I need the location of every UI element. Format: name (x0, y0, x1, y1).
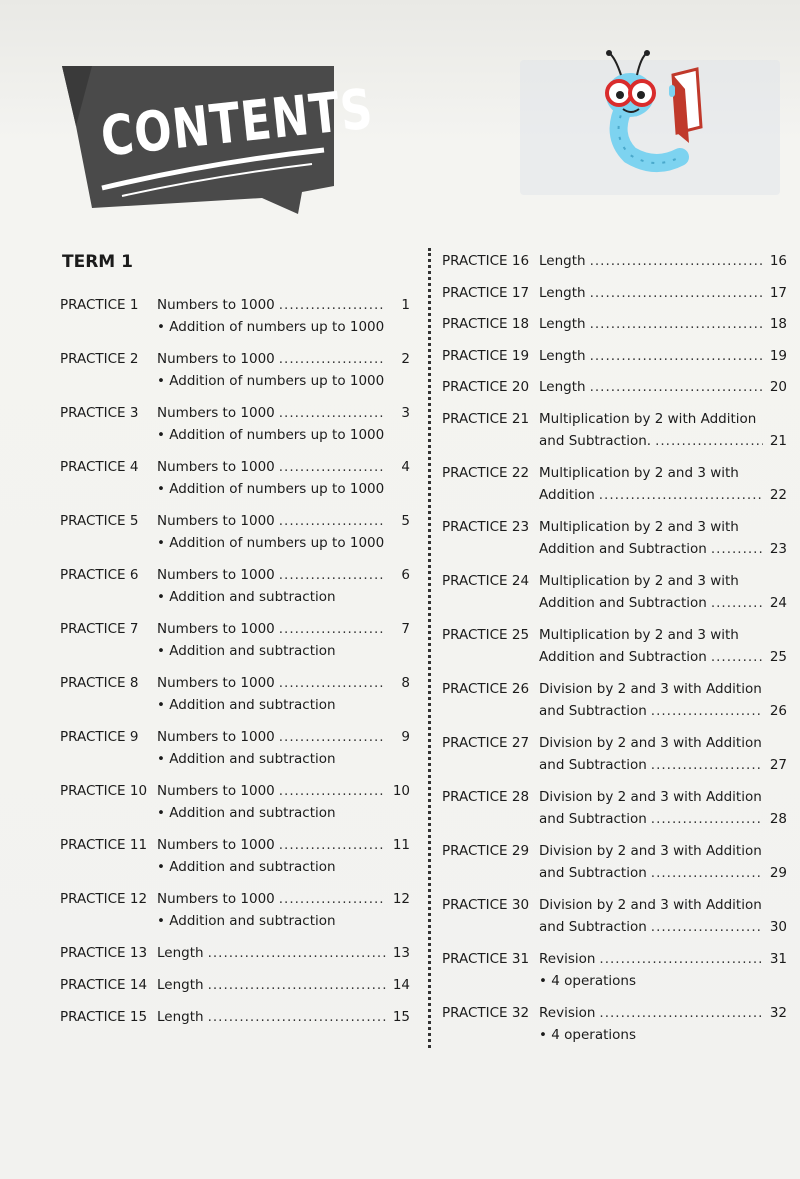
entry-topic-line (539, 678, 787, 700)
dot-leader (208, 942, 386, 964)
practice-number: PRACTICE 31 (442, 950, 530, 967)
entry-topic-line (539, 570, 787, 592)
practice-number: PRACTICE 18 (442, 316, 530, 332)
contents-entry (442, 732, 787, 786)
contents-entry (442, 894, 787, 948)
entry-subtopic-line (157, 910, 410, 932)
page-number: 17 (769, 284, 787, 301)
entry-topic: Numbers to 1000 (157, 351, 275, 367)
practice-number: PRACTICE 1 (60, 297, 139, 313)
contents-entry (442, 408, 787, 462)
contents-entry (442, 250, 787, 282)
entry-topic-line (539, 313, 787, 335)
entry-subtopic: • Addition and subtraction (157, 802, 336, 824)
contents-entry (442, 376, 787, 408)
practice-number: PRACTICE 11 (60, 837, 148, 853)
entry-subtopic-line (157, 586, 410, 608)
entry-topic-continuation (539, 700, 787, 722)
entry-subtopic-line (539, 970, 787, 992)
entry-subtopic: • 4 operations (539, 970, 636, 992)
page-number: 4 (401, 459, 410, 475)
entry-topic-line (157, 294, 410, 316)
contents-entry (442, 1002, 787, 1056)
entry-topic-continuation (539, 862, 787, 884)
entry-topic-line (539, 408, 787, 430)
entry-topic: Division by 2 and 3 with Addition (539, 842, 762, 859)
practice-number: PRACTICE 13 (60, 945, 148, 961)
entry-topic-line (157, 942, 410, 964)
entry-topic-line (157, 672, 410, 694)
entry-topic: Numbers to 1000 (157, 513, 275, 529)
page-number: 20 (769, 379, 787, 395)
entry-topic-line (539, 732, 787, 754)
practice-number: PRACTICE 16 (442, 253, 530, 269)
practice-number: PRACTICE 12 (60, 891, 148, 907)
entry-topic-cont: and Subtraction (539, 756, 647, 773)
entry-topic-line (539, 516, 787, 538)
dot-leader (279, 780, 386, 802)
dot-leader (590, 345, 763, 367)
page-number: 18 (769, 316, 787, 332)
entry-topic: Length (539, 253, 586, 269)
dot-leader (590, 313, 763, 335)
entry-topic-line (539, 250, 787, 272)
contents-entry (442, 786, 787, 840)
page-number: 1 (401, 297, 410, 313)
entry-topic: Length (539, 347, 586, 364)
entry-subtopic: • Addition of numbers up to 1000 (157, 424, 384, 446)
entry-subtopic: • Addition and subtraction (157, 586, 336, 608)
practice-number: PRACTICE 5 (60, 513, 139, 529)
entry-topic-line (157, 618, 410, 640)
dot-leader (599, 948, 763, 970)
dot-leader (208, 1006, 386, 1028)
entry-topic: Revision (539, 1004, 596, 1021)
entry-topic: Length (157, 977, 204, 993)
entry-topic-line (157, 456, 410, 478)
practice-number: PRACTICE 24 (442, 572, 530, 589)
contents-entry (442, 313, 787, 345)
page-number: 5 (401, 513, 410, 529)
contents-entry (442, 282, 787, 314)
dot-leader (711, 538, 763, 560)
dot-leader (279, 348, 386, 370)
dot-leader (279, 888, 386, 910)
practice-number: PRACTICE 4 (60, 459, 139, 475)
entry-topic: Numbers to 1000 (157, 891, 275, 907)
practice-number: PRACTICE 32 (442, 1004, 530, 1021)
dot-leader (651, 754, 763, 776)
dot-leader (279, 618, 386, 640)
entry-topic-line (157, 564, 410, 586)
contents-entry (60, 456, 410, 510)
practice-number: PRACTICE 10 (60, 783, 148, 799)
entry-subtopic-line (157, 532, 410, 554)
entry-subtopic-line (157, 640, 410, 662)
entry-topic-cont: Addition and Subtraction (539, 540, 707, 557)
entry-topic-continuation (539, 538, 787, 560)
page-number: 25 (769, 648, 787, 665)
practice-number: PRACTICE 26 (442, 680, 530, 697)
dot-leader (279, 294, 386, 316)
entry-subtopic: • Addition and subtraction (157, 694, 336, 716)
entry-topic: Multiplication by 2 and 3 with (539, 572, 739, 589)
entry-topic-continuation (539, 592, 787, 614)
page-number: 9 (401, 729, 410, 745)
page-number: 7 (401, 621, 410, 637)
entry-topic-line (539, 345, 787, 367)
contents-entry (442, 570, 787, 624)
page-number: 31 (769, 950, 787, 967)
practice-number: PRACTICE 28 (442, 788, 530, 805)
entry-topic: Multiplication by 2 and 3 with (539, 626, 739, 643)
page-number: 32 (769, 1004, 787, 1021)
entry-topic: Length (539, 379, 586, 395)
dot-leader (279, 456, 386, 478)
page-number: 6 (401, 567, 410, 583)
entry-topic-cont: and Subtraction (539, 810, 647, 827)
entry-topic-cont: and Subtraction (539, 918, 647, 935)
practice-number: PRACTICE 15 (60, 1009, 148, 1025)
practice-number: PRACTICE 17 (442, 284, 530, 301)
entry-topic-continuation (539, 430, 787, 452)
entry-topic-line (157, 834, 410, 856)
page-number: 2 (401, 351, 410, 367)
contents-entry (60, 834, 410, 888)
entry-topic: Division by 2 and 3 with Addition (539, 734, 762, 751)
entry-subtopic-line (157, 694, 410, 716)
entry-topic: Numbers to 1000 (157, 675, 275, 691)
page-number: 29 (769, 864, 787, 881)
dot-leader (590, 250, 763, 272)
entry-topic: Numbers to 1000 (157, 621, 275, 637)
entry-topic-line (157, 974, 410, 996)
entry-subtopic: • Addition of numbers up to 1000 (157, 532, 384, 554)
entry-topic-line (539, 786, 787, 808)
entry-topic-line (539, 376, 787, 398)
entry-subtopic: • Addition of numbers up to 1000 (157, 478, 384, 500)
entry-subtopic: • Addition of numbers up to 1000 (157, 316, 384, 338)
entry-topic-cont: and Subtraction (539, 864, 647, 881)
contents-entry (442, 462, 787, 516)
contents-entry (442, 624, 787, 678)
contents-entry (60, 974, 410, 1006)
dot-leader (279, 564, 386, 586)
entry-topic: Numbers to 1000 (157, 783, 275, 799)
entry-topic: Multiplication by 2 and 3 with (539, 464, 739, 481)
entry-subtopic-line (157, 370, 410, 392)
entry-subtopic-line (157, 802, 410, 824)
contents-entry (60, 564, 410, 618)
entry-topic-line (157, 348, 410, 370)
page-number: 23 (769, 540, 787, 557)
entry-topic: Numbers to 1000 (157, 837, 275, 853)
entry-topic-continuation (539, 754, 787, 776)
page-number: 16 (769, 253, 787, 269)
contents-entry (60, 888, 410, 942)
dot-leader (279, 402, 386, 424)
entry-subtopic: • Addition and subtraction (157, 640, 336, 662)
entry-topic-continuation (539, 916, 787, 938)
practice-number: PRACTICE 30 (442, 896, 530, 913)
practice-number: PRACTICE 7 (60, 621, 139, 637)
entry-subtopic: • Addition and subtraction (157, 748, 336, 770)
entry-topic: Multiplication by 2 and 3 with (539, 518, 739, 535)
dot-leader (651, 808, 763, 830)
dot-leader (279, 672, 386, 694)
page-number: 27 (769, 756, 787, 773)
contents-entry (442, 516, 787, 570)
contents-entry (60, 780, 410, 834)
entry-subtopic: • Addition and subtraction (157, 856, 336, 878)
entry-topic-continuation (539, 646, 787, 668)
contents-entry (60, 942, 410, 974)
entry-topic-line (157, 726, 410, 748)
dot-leader (279, 834, 386, 856)
page-number: 8 (401, 675, 410, 691)
entry-topic: Length (539, 316, 586, 332)
contents-entry (60, 402, 410, 456)
contents-banner (62, 66, 377, 214)
contents-entry (442, 840, 787, 894)
dot-leader (590, 376, 763, 398)
practice-number: PRACTICE 22 (442, 464, 530, 481)
practice-number: PRACTICE 6 (60, 567, 139, 583)
entry-topic-line (539, 624, 787, 646)
entry-topic-line (539, 282, 787, 304)
dot-leader (651, 862, 763, 884)
dot-leader (590, 282, 763, 304)
contents-entry (442, 678, 787, 732)
entry-topic-cont: Addition and Subtraction (539, 594, 707, 611)
contents-entry (60, 294, 410, 348)
term-heading: TERM 1 (62, 252, 133, 272)
practice-number: PRACTICE 27 (442, 734, 530, 751)
page-number: 10 (392, 783, 410, 799)
dot-leader (599, 484, 763, 506)
entry-topic-line (539, 894, 787, 916)
dot-leader (711, 646, 763, 668)
entry-topic: Numbers to 1000 (157, 567, 275, 583)
page-number: 21 (769, 432, 787, 449)
dot-leader (279, 726, 386, 748)
practice-number: PRACTICE 20 (442, 379, 530, 395)
entry-topic-cont: and Subtraction (539, 702, 647, 719)
entry-subtopic-line (157, 748, 410, 770)
entry-subtopic-line (157, 478, 410, 500)
contents-entry (60, 1006, 410, 1038)
page-number: 13 (392, 945, 410, 961)
column-divider (428, 248, 431, 1048)
entry-topic-cont: Addition (539, 486, 595, 503)
entry-topic: Division by 2 and 3 with Addition (539, 896, 762, 913)
practice-number: PRACTICE 14 (60, 977, 148, 993)
page-number: 15 (392, 1009, 410, 1025)
entry-topic-line (157, 510, 410, 532)
contents-entry (60, 348, 410, 402)
dot-leader (655, 430, 763, 452)
entry-topic: Numbers to 1000 (157, 297, 275, 313)
page-number: 11 (392, 837, 410, 853)
entry-topic-cont: and Subtraction. (539, 432, 652, 449)
dot-leader (711, 592, 763, 614)
practice-number: PRACTICE 2 (60, 351, 139, 367)
dot-leader (208, 974, 386, 996)
bookworm-mascot-icon (585, 45, 715, 175)
page-number: 28 (769, 810, 787, 827)
entry-topic-line (157, 888, 410, 910)
entry-topic: Numbers to 1000 (157, 729, 275, 745)
entry-topic-line (539, 462, 787, 484)
entry-topic-line (539, 840, 787, 862)
entry-topic: Numbers to 1000 (157, 459, 275, 475)
page-number: 19 (769, 347, 787, 364)
entry-subtopic-line (539, 1024, 787, 1046)
contents-entry (442, 948, 787, 1002)
contents-title: CONTENTS (98, 77, 377, 170)
dot-leader (651, 916, 763, 938)
entry-topic: Revision (539, 950, 596, 967)
dot-leader (599, 1002, 763, 1024)
dot-leader (279, 510, 386, 532)
entry-topic: Division by 2 and 3 with Addition (539, 788, 762, 805)
entry-topic: Length (539, 284, 586, 301)
contents-entry (60, 726, 410, 780)
practice-number: PRACTICE 9 (60, 729, 139, 745)
entry-subtopic: • Addition and subtraction (157, 910, 336, 932)
entry-topic: Length (157, 1009, 204, 1025)
entry-topic: Multiplication by 2 with Addition (539, 410, 757, 427)
page-number: 30 (769, 918, 787, 935)
entry-topic-line (157, 780, 410, 802)
practice-number: PRACTICE 8 (60, 675, 139, 691)
practice-number: PRACTICE 25 (442, 626, 530, 643)
entry-topic-continuation (539, 808, 787, 830)
entry-subtopic-line (157, 856, 410, 878)
entry-topic-line (539, 1002, 787, 1024)
entry-subtopic: • Addition of numbers up to 1000 (157, 370, 384, 392)
contents-left-column (60, 252, 410, 1038)
contents-entry (442, 345, 787, 377)
entry-topic-continuation (539, 484, 787, 506)
contents-entry (60, 672, 410, 726)
entry-topic: Length (157, 945, 204, 961)
page-number: 26 (769, 702, 787, 719)
entry-topic-cont: Addition and Subtraction (539, 648, 707, 665)
page-number: 22 (769, 486, 787, 503)
page-number: 14 (392, 977, 410, 993)
practice-number: PRACTICE 3 (60, 405, 139, 421)
page-number: 24 (769, 594, 787, 611)
entry-subtopic-line (157, 316, 410, 338)
contents-entry (60, 618, 410, 672)
page-number: 3 (401, 405, 410, 421)
practice-number: PRACTICE 19 (442, 347, 530, 364)
contents-right-column (442, 250, 787, 1056)
entry-subtopic: • 4 operations (539, 1024, 636, 1046)
practice-number: PRACTICE 29 (442, 842, 530, 859)
practice-number: PRACTICE 21 (442, 410, 530, 427)
entry-topic: Division by 2 and 3 with Addition (539, 680, 762, 697)
entry-topic-line (539, 948, 787, 970)
entry-topic-line (157, 402, 410, 424)
contents-entry (60, 510, 410, 564)
dot-leader (651, 700, 763, 722)
practice-number: PRACTICE 23 (442, 518, 530, 535)
page-number: 12 (392, 891, 410, 907)
entry-topic: Numbers to 1000 (157, 405, 275, 421)
entry-topic-line (157, 1006, 410, 1028)
entry-subtopic-line (157, 424, 410, 446)
